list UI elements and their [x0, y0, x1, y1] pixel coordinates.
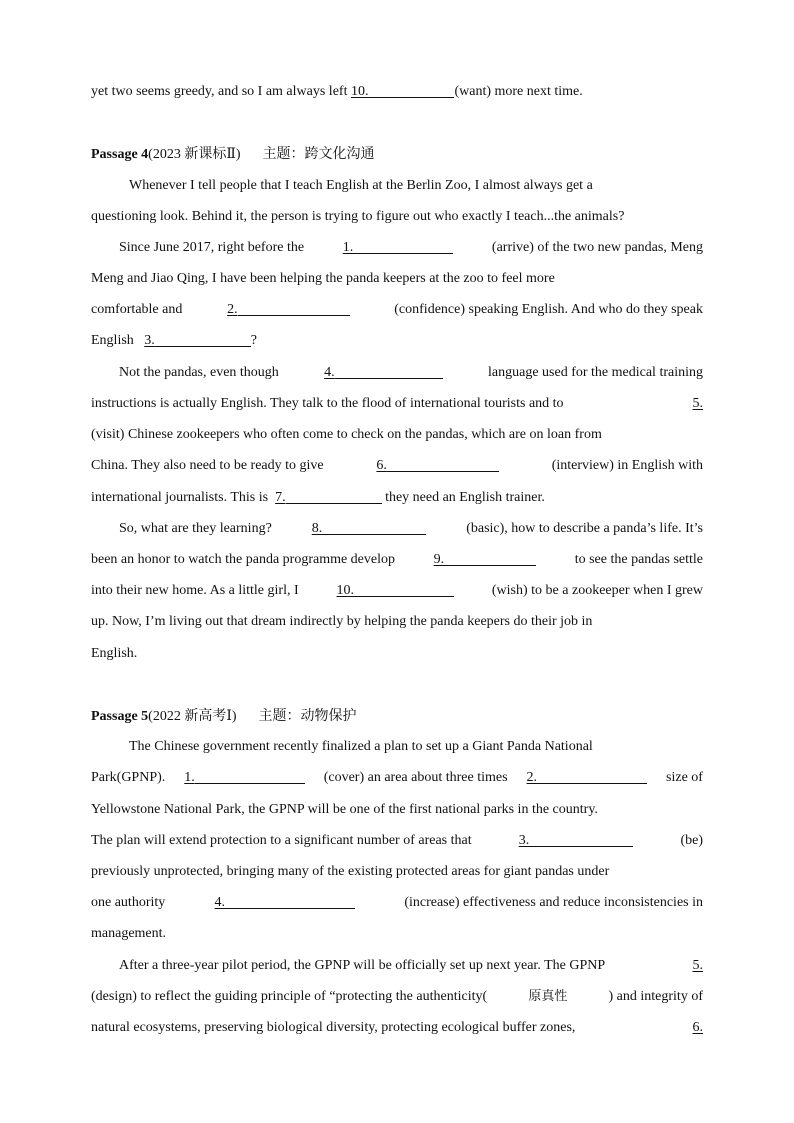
blank-7[interactable]: 7. [275, 488, 382, 508]
blank-9[interactable]: 9. [434, 550, 537, 570]
text-line: natural ecosystems, preserving biological diversity, protecting ecological buffer zones, 6. [91, 1018, 703, 1038]
blank-3[interactable]: 3. [519, 831, 634, 851]
text-line: China. They also need to be ready to give 6. (interview) in English with [91, 456, 703, 476]
text-line: up. Now, I’m living out that dream indirectly by helping the panda keepers do their job in [91, 614, 593, 629]
blank-1[interactable]: 1. [343, 238, 454, 258]
passage-label: Passage 4 [91, 147, 149, 162]
text-line: Yellowstone National Park, the GPNP will be one of the first national parks in the country. [91, 802, 598, 817]
text-line: English. [91, 646, 138, 661]
text-line: (design) to reflect the guiding principle of “protecting the authenticity( 原真性 ) and integrity of [91, 987, 703, 1007]
text-line: Park(GPNP). 1. (cover) an area about three times 2. size of [91, 768, 703, 788]
text-line: one authority 4. (increase) effectiveness and reduce inconsistencies in [91, 893, 703, 913]
text-line: Meng and Jiao Qing, I have been helping the panda keepers at the zoo to feel more [91, 271, 555, 286]
blank-5[interactable]: 5. [692, 396, 703, 411]
text-line: international journalists. This is 7. they need an English trainer. [91, 488, 703, 508]
text-line: into their new home. As a little girl, I 10. (wish) to be a zookeeper when I grew [91, 581, 703, 601]
blank-3[interactable]: 3. [144, 331, 251, 351]
passage-4-heading [91, 144, 375, 165]
text-line: questioning look. Behind it, the person is trying to figure out who exactly I teach...the animals? [91, 209, 625, 224]
blank-2[interactable]: 2. [527, 768, 648, 788]
blank-5[interactable]: 5. [692, 958, 703, 973]
passage-5-heading [91, 706, 357, 727]
text-line: Since June 2017, right before the 1. (arrive) of the two new pandas, Meng [119, 238, 703, 258]
blank-4[interactable]: 4. [324, 363, 443, 383]
passage-source: (2022 新高考Ⅰ) [148, 709, 237, 724]
line-text: (want) more next time. [454, 84, 583, 99]
blank-1[interactable]: 1. [184, 768, 305, 788]
blank-6[interactable]: 6. [692, 1020, 703, 1035]
text-line: The Chinese government recently finalized a plan to set up a Giant Panda National [129, 739, 593, 754]
text-line: So, what are they learning? 8. (basic), how to describe a panda’s life. It’s [119, 519, 703, 539]
blank-4[interactable]: 4. [215, 893, 356, 913]
text-line: (visit) Chinese zookeepers who often come to check on the pandas, which are on loan from [91, 427, 602, 442]
blank-8[interactable]: 8. [312, 519, 427, 539]
text-line: previously unprotected, bringing many of the existing protected areas for giant pandas under [91, 864, 610, 879]
passage-source: (2023 新课标Ⅱ) [148, 147, 241, 162]
blank-2[interactable]: 2. [227, 300, 350, 320]
blank-10[interactable]: 10. [337, 581, 455, 601]
text-line: comfortable and 2. (confidence) speaking English. And who do they speak [91, 300, 703, 320]
text-line: After a three-year pilot period, the GPNP will be officially set up next year. The GPNP 5. [119, 956, 703, 976]
text-line: The plan will extend protection to a significant number of areas that 3. (be) [91, 831, 703, 851]
text-line: instructions is actually English. They talk to the flood of international tourists and to 5. [91, 394, 703, 414]
blank-10-prev[interactable]: 10. [351, 82, 455, 102]
passage-theme: 主题：动物保护 [258, 708, 357, 724]
line-text: yet two seems greedy, and so I am always left [91, 84, 348, 99]
text-line: management. [91, 926, 167, 941]
blank-6[interactable]: 6. [376, 456, 499, 476]
chinese-gloss: 原真性 [528, 989, 568, 1004]
text-line: Not the pandas, even though 4. language used for the medical training [119, 363, 703, 383]
text-line: been an honor to watch the panda programme develop 9. to see the pandas settle [91, 550, 703, 570]
passage-label: Passage 5 [91, 709, 149, 724]
text-line: English 3. ? [91, 331, 703, 351]
passage-theme: 主题：跨文化沟通 [262, 146, 375, 162]
text-line [91, 82, 703, 102]
text-line: Whenever I tell people that I teach English at the Berlin Zoo, I almost always get a [129, 178, 593, 193]
